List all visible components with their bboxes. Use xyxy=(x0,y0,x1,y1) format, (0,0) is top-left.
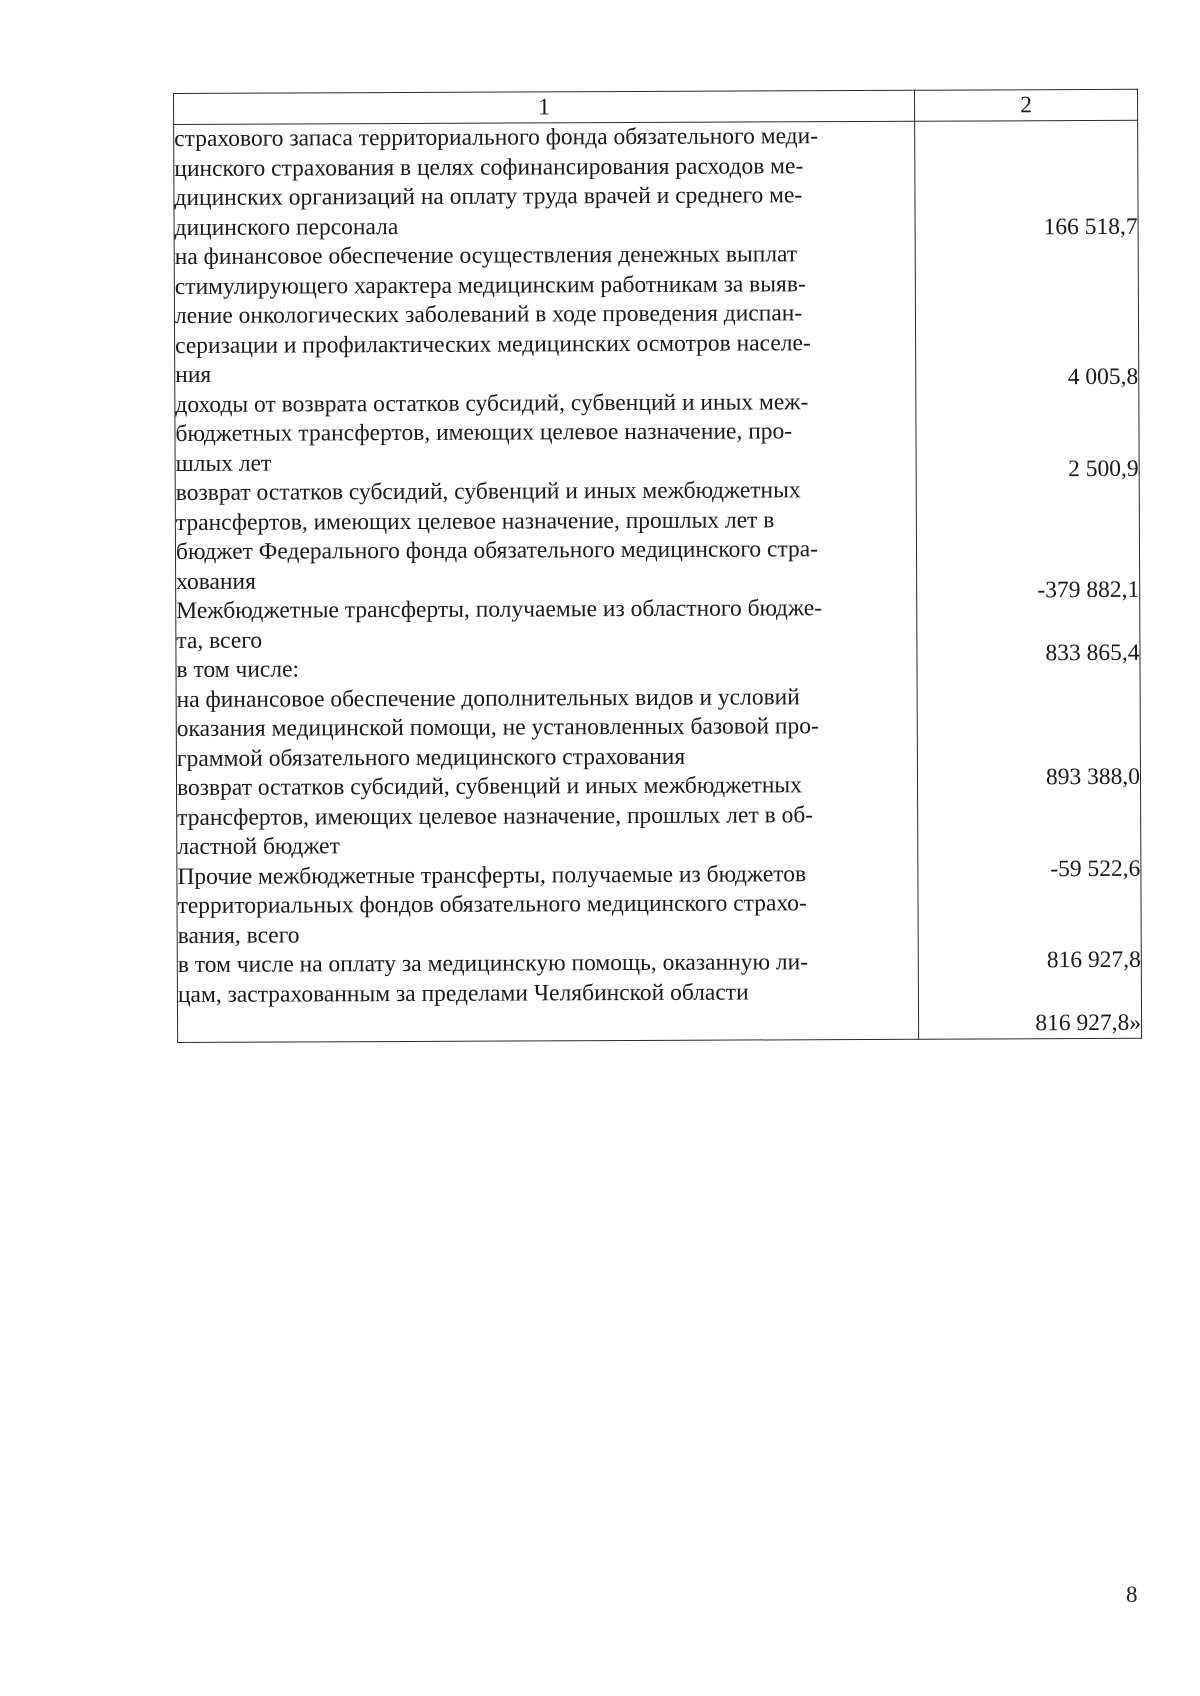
row-description: на финансовое обеспечение дополнительных видов и условий оказания медицинской помощи, не установленных базовой про- граммой обязательного медицинского страхования xyxy=(176,683,819,772)
row-description: Межбюджетные трансферты, получаемые из областного бюдже- та, всего xyxy=(176,595,823,654)
table-body-row xyxy=(174,120,1142,1042)
row-description: на финансовое обеспечение осуществления денежных выплат стимулирующего характера медицинским работникам за выяв- ление онкологических заболеваний в ходе проведения диспан- серизации и профилактических медицинских осмотров населе- ния xyxy=(174,241,811,388)
row-value: -59 522,6 xyxy=(1050,855,1141,882)
row-value: 893 388,0 xyxy=(1045,763,1141,791)
budget-table xyxy=(173,89,1142,1043)
table-header-row xyxy=(174,89,1138,124)
row-description: возврат остатков субсидий, субвенций и иных межбюджетных трансфертов, имеющих целевое назначение, прошлых лет в об- ластной бюджет xyxy=(176,772,814,860)
row-value: 816 927,8» xyxy=(1035,1009,1142,1036)
description-cell xyxy=(174,121,919,1042)
row-value: 2 500,9 xyxy=(1068,455,1139,483)
value-cell xyxy=(915,120,1142,1039)
row-description: в том числе на оплату за медицинскую помощь, оказанную ли- цам, застрахованным за пределами Челябинской области xyxy=(177,949,809,1008)
row-description: Прочие межбюджетные трансферты, получаемые из бюджетов территориальных фондов обязательного медицинского страхо- вания, всего xyxy=(177,860,807,949)
row-description: страхового запаса территориального фонда обязательного меди- цинского страхования в целях софинансирования расходов ме- дицинских организаций на оплату труда врачей и среднего ме- дицинского персонала xyxy=(174,123,819,241)
page-number: 8 xyxy=(1126,1582,1138,1607)
column-header-1: 1 xyxy=(174,90,915,124)
column-header-2: 2 xyxy=(914,89,1137,121)
row-value: 166 518,7 xyxy=(1043,213,1138,240)
row-description: доходы от возврата остатков субсидий, субвенций и иных меж- бюджетных трансфертов, имеющих целевое назначение, про- шлых лет xyxy=(175,388,809,477)
row-value: 4 005,8 xyxy=(1067,364,1139,391)
row-description: в том числе: xyxy=(176,656,300,683)
row-description: возврат остатков субсидий, субвенций и иных межбюджетных трансфертов, имеющих целевое назначение, прошлых лет в бюджет Федерального фонда обязательного медицинского стра- хования xyxy=(175,477,819,595)
row-value: 833 865,4 xyxy=(1045,639,1140,666)
row-value: -379 882,1 xyxy=(1037,577,1140,604)
row-value xyxy=(918,668,1140,702)
row-value: 816 927,8 xyxy=(1046,947,1141,974)
